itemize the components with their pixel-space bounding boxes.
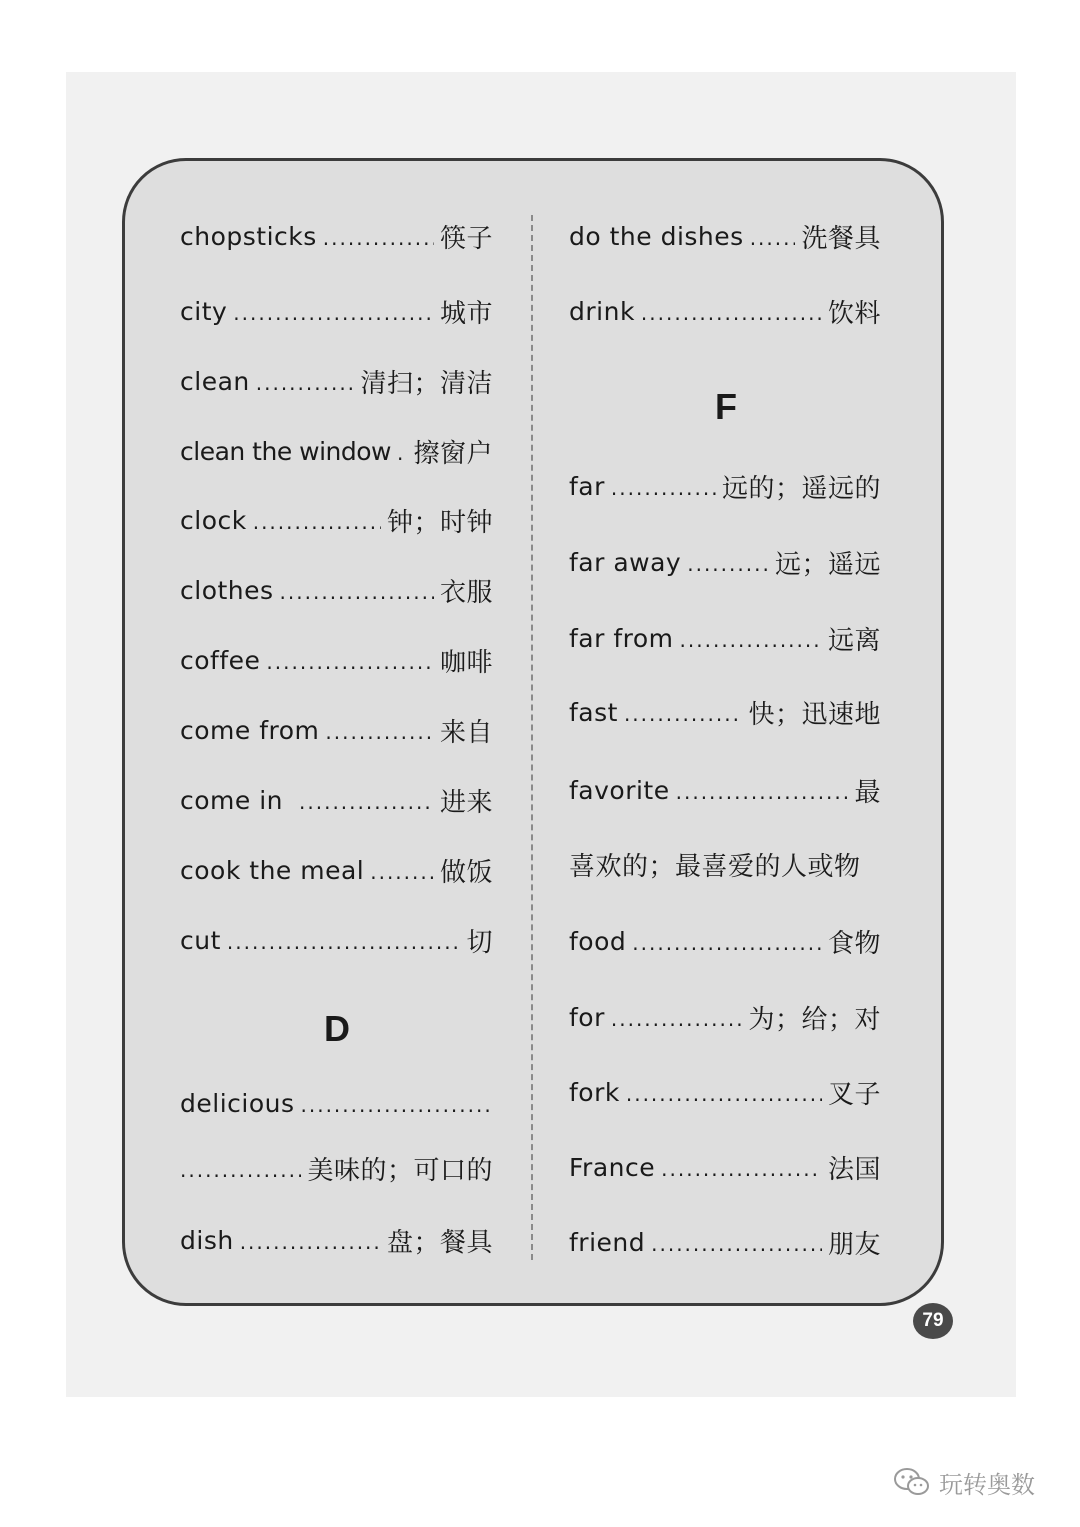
entry-meaning: 做饭 [439,857,493,888]
leader-dots [301,1095,494,1123]
vocab-entry [569,997,881,1037]
entry-meaning: 盘；餐具 [386,1227,493,1258]
leader-dots [240,1232,381,1260]
vocab-entry-continuation [569,844,881,884]
entry-meaning: 擦窗户 [413,438,493,469]
entry-meaning: 食物 [827,928,881,959]
entry-meaning: 衣服 [439,577,493,608]
leader-dots [626,1084,822,1112]
entry-meaning: 清扫；清洁 [360,368,493,399]
vocab-entry [180,640,493,680]
leader-dots [397,443,407,471]
entry-meaning: 法国 [827,1154,881,1185]
vocab-entry [569,542,881,582]
entry-meaning: 进来 [439,787,493,818]
vocab-entry [569,1147,881,1187]
leader-dots [680,630,822,658]
vocab-entry [180,500,493,540]
vocab-entry [569,921,881,961]
entry-word: cook the meal [180,855,365,885]
entry-meaning: 切 [466,927,493,958]
entry-word: city [180,296,228,326]
entry-meaning: 朋友 [827,1229,881,1260]
leader-dots [256,373,355,401]
vocab-entry [180,710,493,750]
leader-dots [280,582,434,610]
vocab-entry [180,361,493,401]
entry-word: drink [569,296,635,326]
leader-dots [180,1160,301,1188]
entry-meaning: 咖啡 [439,647,493,678]
entry-meaning: 远；遥远 [774,549,881,580]
vocab-entry-continuation [180,1148,493,1188]
vocab-entry [180,1083,493,1123]
vocab-entry [569,692,881,732]
leader-dots [253,512,381,540]
entry-word: fork [569,1077,620,1107]
leader-dots [687,554,769,582]
leader-dots [750,228,796,256]
entry-word: do the dishes [569,221,744,251]
entry-word: clothes [180,575,274,605]
leader-dots [676,782,849,810]
leader-dots [611,478,716,506]
section-letter-d: D [324,1008,350,1049]
leader-dots [641,303,822,331]
leader-dots [323,228,434,256]
watermark [893,1464,1035,1500]
leader-dots [266,652,434,680]
wechat-icon [893,1467,931,1497]
vocab-entry [180,1220,493,1260]
vocab-entry [180,216,493,256]
entry-meaning: 洗餐具 [801,223,881,254]
vocab-entry [180,780,493,820]
entry-meaning: 远的；遥远的 [721,473,881,504]
entry-word: coffee [180,645,261,675]
leader-dots [611,1009,743,1037]
entry-meaning: 美味的；可口的 [307,1155,493,1186]
leader-dots [624,704,743,732]
entry-word: far away [569,547,682,577]
vocab-entry [180,570,493,610]
entry-word: food [569,926,627,956]
entry-meaning: 最 [854,777,881,808]
vocab-entry [569,1072,881,1112]
entry-meaning: 叉子 [827,1079,881,1110]
leader-dots [632,933,822,961]
leader-dots [661,1159,822,1187]
entry-word: France [569,1152,656,1182]
leader-dots [299,792,434,820]
entry-word: clean [180,366,250,396]
leader-dots [233,303,434,331]
vocab-entry [569,1222,881,1262]
entry-word: dish [180,1225,234,1255]
vocab-entry [180,291,493,331]
entry-word: friend [569,1227,646,1257]
entry-word: delicious [180,1088,295,1118]
leader-dots [370,862,434,890]
vocab-entry [569,216,881,256]
leader-dots [651,1234,822,1262]
column-divider [531,215,533,1260]
entry-meaning: 来自 [439,717,493,748]
entry-word: fast [569,697,618,727]
entry-word: for [569,1002,605,1032]
leader-dots [227,932,461,960]
page-number: 79 [913,1303,953,1339]
entry-meaning: 饮料 [827,298,881,329]
entry-word: chopsticks [180,221,317,251]
entry-word: come in [180,785,284,815]
entry-word: favorite [569,775,670,805]
entry-word: come from [180,715,320,745]
vocab-entry [569,618,881,658]
vocab-entry [180,920,493,960]
vocab-entry [569,770,881,810]
entry-word: clean the window [180,436,392,466]
entry-word: far from [569,623,674,653]
entry-meaning: 筷子 [439,223,493,254]
entry-meaning: 城市 [439,298,493,329]
entry-word: cut [180,925,221,955]
entry-word: clock [180,505,247,535]
vocab-entry [569,466,881,506]
entry-meaning: 远离 [827,625,881,656]
watermark-text: 玩转奥数 [939,1470,1035,1499]
entry-meaning: 钟；时钟 [386,507,493,538]
entry-meaning: 快；迅速地 [748,699,881,730]
entry-meaning: 喜欢的；最喜爱的人或物 [569,851,861,882]
vocab-entry [569,291,881,331]
section-letter-f: F [715,386,737,427]
vocab-entry [180,431,493,471]
entry-meaning: 为；给；对 [748,1004,881,1035]
vocab-entry [180,850,493,890]
entry-word: far [569,471,605,501]
leader-dots [325,722,434,750]
